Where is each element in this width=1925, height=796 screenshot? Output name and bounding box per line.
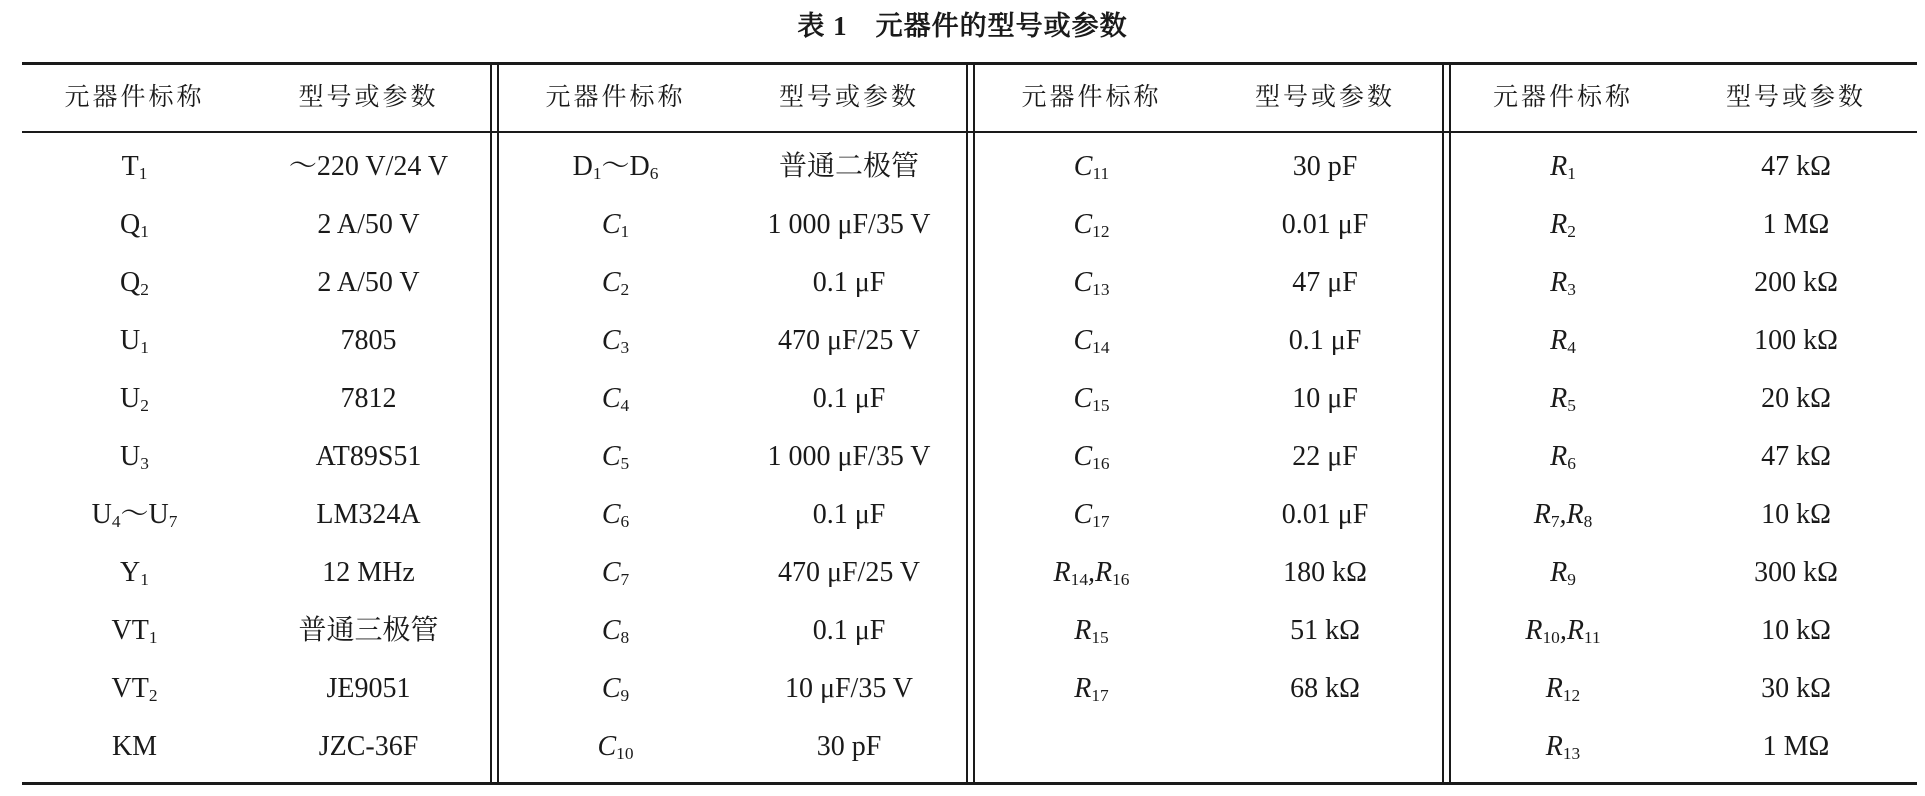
- component-value: 0.1 μF: [812, 267, 886, 298]
- component-designator: $U_3$: [120, 441, 149, 473]
- component-designator: $T_1$: [121, 151, 148, 183]
- component-designator: $R_9$: [1550, 557, 1576, 589]
- component-value: 1 000 μF/35 V: [767, 209, 931, 240]
- component-value: 普通二极管: [778, 151, 919, 182]
- component-designator: $Q_2$: [120, 267, 149, 299]
- component-value: 0.01 μF: [1281, 499, 1369, 530]
- component-designator: $C_7$: [601, 557, 630, 589]
- header-model-parameter: 型号或参数: [778, 84, 919, 111]
- component-designator: $C_9$: [601, 673, 630, 705]
- component-value: 7805: [340, 325, 397, 356]
- component-value: 20 kΩ: [1761, 383, 1831, 414]
- component-value: 10 kΩ: [1761, 615, 1831, 646]
- component-value: 10 μF/35 V: [784, 673, 914, 704]
- component-value: 7812: [340, 383, 397, 414]
- component-value: 0.1 μF: [812, 499, 886, 530]
- header-component-name: 元器件标称: [1021, 84, 1162, 111]
- component-designator: $R_6$: [1550, 441, 1576, 473]
- component-value: 100 kΩ: [1754, 325, 1838, 356]
- component-designator: $C_8$: [601, 615, 630, 647]
- table-row: [22, 254, 1917, 312]
- component-designator: $R_{13}$: [1545, 731, 1581, 763]
- component-value: 300 kΩ: [1754, 557, 1838, 588]
- component-value: 2 A/50 V: [317, 267, 420, 298]
- component-value: 30 pF: [816, 731, 882, 762]
- component-value: 12 MHz: [322, 557, 415, 588]
- component-table: [22, 62, 1917, 785]
- component-designator: $R_{17}$: [1074, 673, 1109, 705]
- component-value: 30 pF: [1292, 151, 1358, 182]
- component-value: 47 kΩ: [1761, 441, 1831, 472]
- component-designator: $C_{15}$: [1073, 383, 1110, 415]
- component-designator: $C_{10}$: [597, 731, 634, 763]
- component-designator: $Y_1$: [120, 557, 149, 589]
- component-designator: $R_{15}$: [1074, 615, 1109, 647]
- component-designator: $C_4$: [601, 383, 630, 415]
- component-value: 1 000 μF/35 V: [767, 441, 931, 472]
- table-row: [22, 428, 1917, 486]
- component-value: 51 kΩ: [1290, 615, 1360, 646]
- component-designator: $U_2$: [120, 383, 149, 415]
- component-value: [1208, 718, 1442, 776]
- component-designator: $C_3$: [601, 325, 630, 357]
- component-value: 68 kΩ: [1290, 673, 1360, 704]
- component-value: 47 kΩ: [1761, 151, 1831, 182]
- component-designator: $C_{11}$: [1073, 151, 1110, 183]
- component-value: 470 μF/25 V: [777, 325, 921, 356]
- component-designator: [975, 718, 1208, 776]
- component-designator: $D_1\sim D_6$: [572, 151, 659, 183]
- component-value: 180 kΩ: [1283, 557, 1367, 588]
- header-component-name: 元器件标称: [545, 84, 686, 111]
- component-value: JE9051: [326, 673, 411, 704]
- component-designator: $C_5$: [601, 441, 630, 473]
- component-value: 200 kΩ: [1754, 267, 1838, 298]
- component-value: 47 μF: [1292, 267, 1358, 298]
- header-component-name: 元器件标称: [1492, 84, 1633, 111]
- component-value: 2 A/50 V: [317, 209, 420, 240]
- table-row: [22, 718, 1917, 776]
- component-designator: $U_4\sim U_7$: [91, 499, 178, 531]
- table-row: [22, 486, 1917, 544]
- component-designator: $C_{12}$: [1073, 209, 1110, 241]
- table-row: [22, 312, 1917, 370]
- table-row: [22, 196, 1917, 254]
- component-designator: $C_{14}$: [1073, 325, 1110, 357]
- component-value: 0.1 μF: [812, 383, 886, 414]
- header-component-name: 元器件标称: [64, 84, 205, 111]
- component-designator: $C_2$: [601, 267, 630, 299]
- component-value: 22 μF: [1292, 441, 1358, 472]
- component-designator: $R_4$: [1550, 325, 1576, 357]
- component-designator: $VT_1$: [111, 615, 158, 647]
- table-title: 表 1 元器件的型号或参数: [797, 11, 1128, 41]
- component-designator: $R_1$: [1550, 151, 1576, 183]
- component-designator: $R_{14},R_{16}$: [1053, 557, 1130, 589]
- table-row: [22, 544, 1917, 602]
- component-value: 30 kΩ: [1761, 673, 1831, 704]
- component-value: 1 MΩ: [1762, 209, 1830, 240]
- table-row: [22, 602, 1917, 660]
- component-designator: $R_5$: [1550, 383, 1576, 415]
- component-designator: $C_{17}$: [1073, 499, 1110, 531]
- component-value: 0.01 μF: [1281, 209, 1369, 240]
- component-value: 1 MΩ: [1762, 731, 1830, 762]
- component-designator: $C_6$: [601, 499, 630, 531]
- component-value: 普通三极管: [298, 615, 439, 646]
- header-model-parameter: 型号或参数: [1725, 84, 1866, 111]
- table-row: [22, 370, 1917, 428]
- table-row: [22, 660, 1917, 718]
- component-designator: $R_{10},R_{11}$: [1525, 615, 1601, 647]
- component-value: 0.1 μF: [812, 615, 886, 646]
- component-value: 10 μF: [1292, 383, 1358, 414]
- header-model-parameter: 型号或参数: [1254, 84, 1395, 111]
- table-row: [22, 138, 1917, 196]
- component-designator: $C_1$: [601, 209, 630, 241]
- component-designator: $C_{16}$: [1073, 441, 1110, 473]
- component-designator: $C_{13}$: [1073, 267, 1110, 299]
- component-designator: $U_1$: [120, 325, 149, 357]
- component-designator: $R_{12}$: [1545, 673, 1581, 705]
- component-value: AT89S51: [315, 441, 422, 472]
- component-designator: $R_2$: [1550, 209, 1576, 241]
- component-designator: $VT_2$: [111, 673, 158, 705]
- header-model-parameter: 型号或参数: [298, 84, 439, 111]
- component-designator: $Q_1$: [120, 209, 149, 241]
- component-value: 0.1 μF: [1288, 325, 1362, 356]
- component-value: ～220 V/24 V: [288, 151, 449, 182]
- component-value: 10 kΩ: [1761, 499, 1831, 530]
- component-designator: KM: [111, 731, 158, 762]
- component-designator: $R_3$: [1550, 267, 1576, 299]
- component-designator: $R_7,R_8$: [1533, 499, 1593, 531]
- component-value: LM324A: [316, 499, 421, 530]
- component-value: 470 μF/25 V: [777, 557, 921, 588]
- component-value: JZC-36F: [318, 731, 419, 762]
